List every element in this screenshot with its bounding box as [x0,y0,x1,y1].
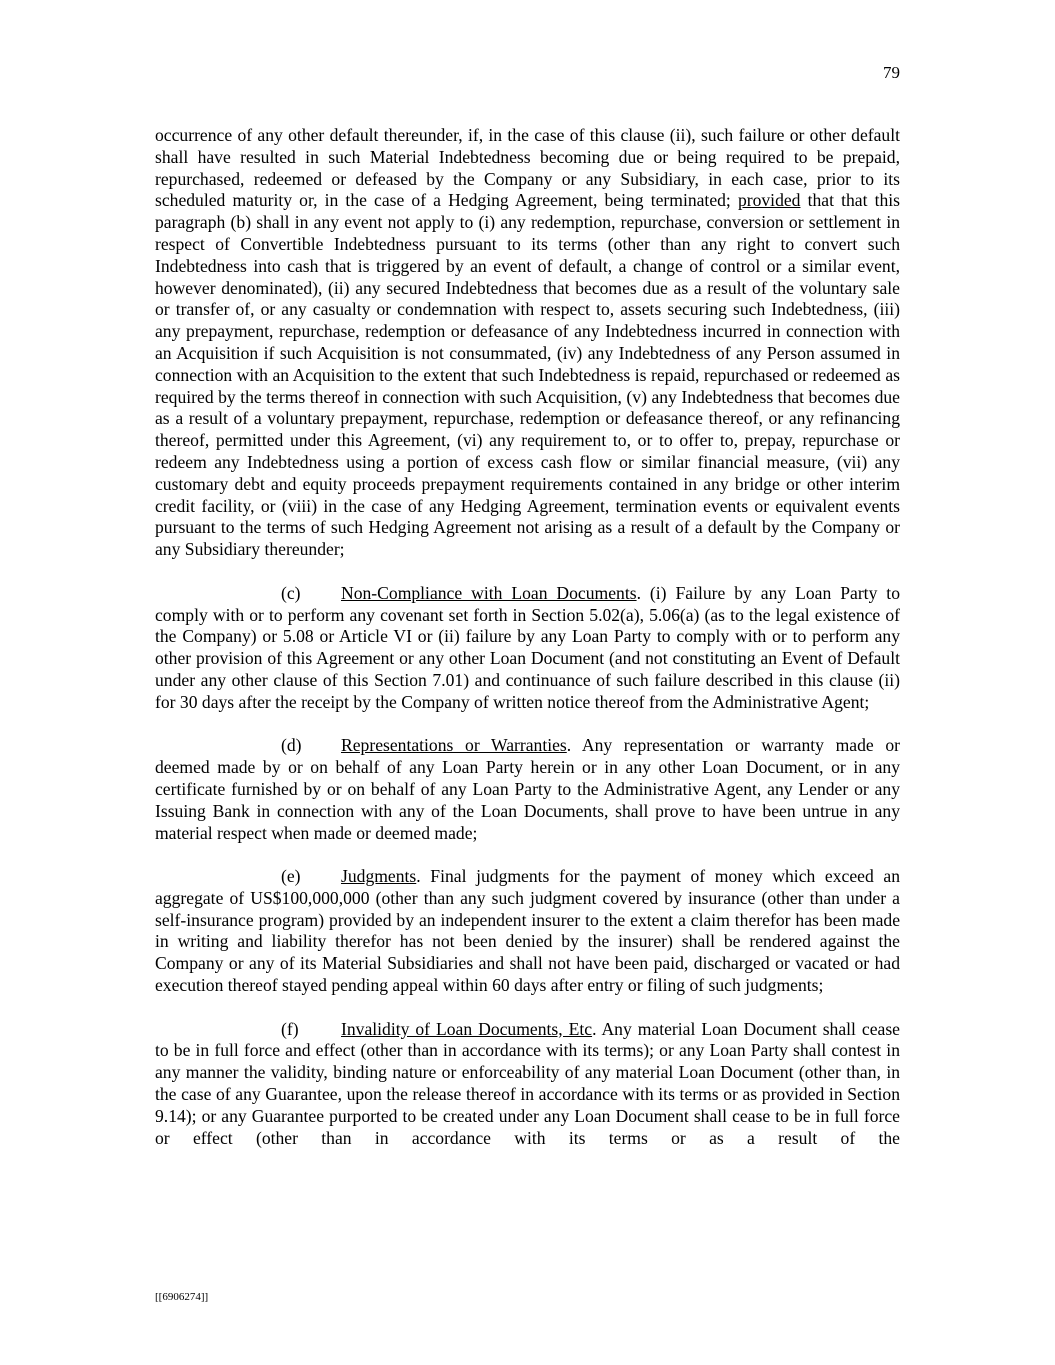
clause-heading: Non-Compliance with Loan Documents [341,582,637,603]
clause-text: . Final judgments for the payment of money which exceed an aggregate of US$100,000,000 (other than any such judgment covered by insurance (other than under a self-insurance program) provided by an independent insurer to the extent a claim therefor has been made in writing and liability therefor has not been denied by the insurer) shall be rendered against the Company or any of its Material Subsidiaries and shall not have been paid, discharged or vacated or had execution thereof stayed pending appeal within 60 days after entry or filing of such judgments; [155,866,900,996]
paragraph-f [155,1019,900,1150]
clause-label: (f) [281,1018,299,1039]
paragraph-text: that that this paragraph (b) shall in any event not apply to (i) any redemption, repurchase, conversion or settlement in respect of Convertible Indebtedness pursuant to its terms (other than any right to convert such Indebtedness into cash that is triggered by an event of default, a change of control or a similar event, however denominated), (ii) any secured Indebtedness that becomes due as a result of the voluntary sale or transfer of, or any casualty or condemnation with respect to, assets securing such Indebtedness, (iii) any prepayment, repurchase, redemption or defeasance of any Indebtedness incurred in connection with an Acquisition if such Acquisition is not consummated, (iv) any Indebtedness of any Person assumed in connection with an Acquisition to the extent that such Indebtedness is repaid, repurchased or redeemed as required by the terms thereof in connection with such Acquisition, (v) any Indebtedness that becomes due as a result of a voluntary prepayment, repurchase, redemption or defeasance thereof, or any refinancing thereof, permitted under this Agreement, (vi) any requirement to, or to offer to, prepay, repurchase or redeem any Indebtedness using a portion of excess cash flow or similar financial measure, (vii) any customary debt and equity proceeds prepayment requirements contained in any bridge or other interim credit facility, or (viii) in the case of any Hedging Agreement, termination events or equivalent events pursuant to the terms of such Hedging Agreement not arising as a result of a default by the Company or any Subsidiary thereunder; [155,190,900,560]
provided-term: provided [737,190,801,211]
clause-heading: Judgments [341,866,417,887]
clause-label: (d) [281,735,302,756]
clause-heading: Invalidity of Loan Documents, Etc [341,1018,593,1039]
paragraph-c [155,583,900,714]
page-number: 79 [883,63,900,82]
clause-text: . Any material Loan Document shall cease to be in full force and effect (other than in accordance with its terms); or any Loan Party shall contest in any manner the validity, binding nature or enforceability of any material Loan Document (other than, in the case of any Guarantee, upon the release thereof in accordance with its terms or as provided in Section 9.14); or any Guarantee purported to be created under any Loan Document shall cease to be in full force or effect (other than in accordance with its terms or as a result of the [155,1018,900,1148]
clause-heading: Representations or Warranties [341,735,567,756]
clause-label: (c) [281,582,301,603]
clause-text: . Any representation or warranty made or deemed made by or on behalf of any Loan Party herein or in any other Loan Document, or in any certificate furnished by or on behalf of any Loan Party to the Administrative Agent, any Lender or any Issuing Bank in connection with any of the Loan Documents, shall prove to have been untrue in any material respect when made or deemed made; [155,735,900,843]
clause-text: . (i) Failure by any Loan Party to comply with or to perform any covenant set forth in Section 5.02(a), 5.06(a) (as to the legal existence of the Company) or 5.08 or Article VI or (ii) failure by any Loan Party to comply with or to perform any other provision of this Agreement or any other Loan Document (and not constituting an Event of Default under any other clause of this Section 7.01) and continuance of such failure described in this clause (ii) for 30 days after the receipt by the Company of written notice thereof from the Administrative Agent; [155,582,900,712]
paragraph-b-continuation [155,125,900,561]
document-body [155,125,900,1149]
clause-label: (e) [281,866,301,887]
paragraph-e [155,866,900,997]
paragraph-text: occurrence of any other default thereunder, if, in the case of this clause (ii), such failure or other default shall have resulted in such Material Indebtedness becoming due or being required to be prepaid, repurchased, redeemed or defeased by the Company or any Subsidiary, in each case, prior to its scheduled maturity or, in the case of a Hedging Agreement, being terminated; [155,125,900,211]
document-id-footer: [[6906274]] [155,1291,209,1303]
paragraph-d [155,735,900,844]
